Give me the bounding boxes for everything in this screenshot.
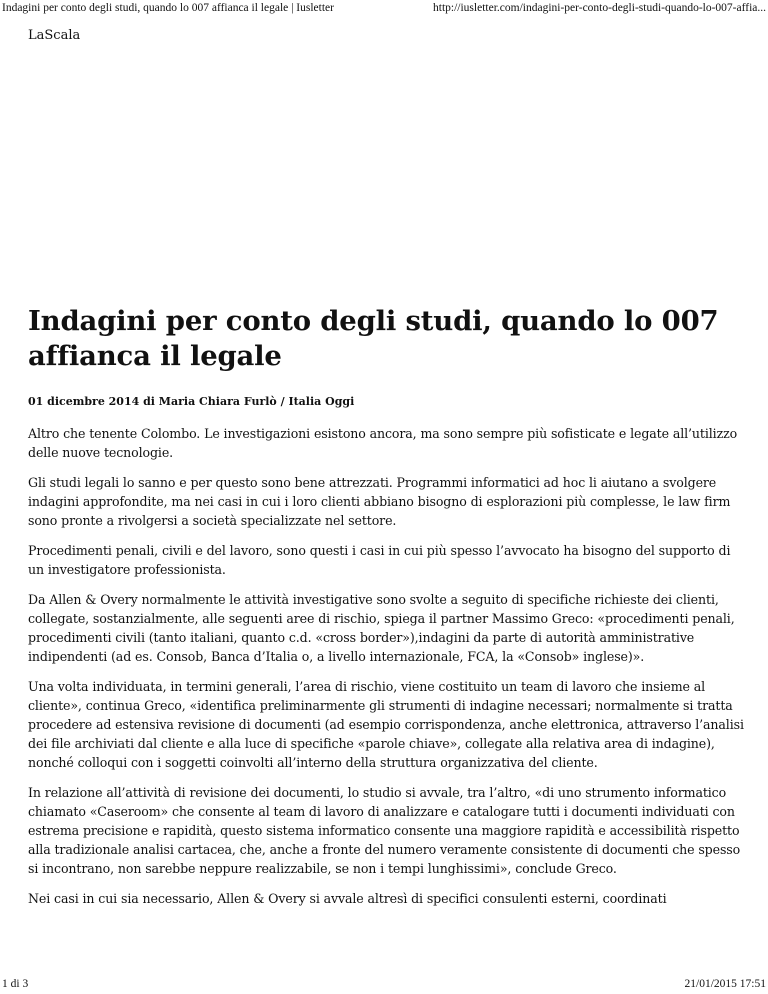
- article-title: Indagini per conto degli studi, quando lo 007 affianca il legale: [28, 305, 719, 372]
- print-header: [0, 2, 768, 18]
- article-paragraph: Gli studi legali lo sanno e per questo sono bene attrezzati. Programmi informatici ad hoc li aiutano a svolgere indagini approfondite, ma nei casi in cui i loro clienti abbiano bisogno di esplorazioni più complesse, le law firm sono pronte a rivolgersi a società specializzate nel settore.: [28, 475, 731, 528]
- print-timestamp: 21/01/2015 17:51: [684, 978, 766, 990]
- page-number: 1 di 3: [2, 978, 29, 990]
- print-header-page-title: Indagini per conto degli studi, quando lo 007 affianca il legale | Iusletter: [2, 2, 334, 14]
- article-body: [28, 424, 748, 908]
- article-paragraph: Procedimenti penali, civili e del lavoro, sono questi i casi in cui più spesso l’avvocato ha bisogno del supporto di un investigatore professionista.: [28, 543, 731, 577]
- print-footer: [0, 978, 768, 994]
- article-paragraph: Da Allen & Overy normalmente le attività investigative sono svolte a seguito di specifiche richieste dei clienti, collegate, sostanzialmente, alle seguenti aree di rischio, spiega il partner Massimo Greco: «procedimenti penali, procedimenti civili (tanto italiani, quanto c.d. «cross border»),indagini da parte di autorità amministrative indipendenti (ad es. Consob, Banca d’Italia o, a livello internazionale, FCA, la «Consob» inglese)».: [28, 592, 735, 664]
- article-paragraph: Una volta individuata, in termini generali, l’area di rischio, viene costituito un team di lavoro che insieme al cliente», continua Greco, «identifica preliminarmente gli strumenti di indagine necessari; normalmente si tratta procedere ad estensiva revisione di documenti (ad esempio corrispondenza, anche elettronica, attraverso l’analisi dei file archiviati dal cliente e alla luce di specifiche «parole chiave», collegate alla relativa area di indagine), nonché colloqui con i soggetti coinvolti all’interno della struttura organizzativa del cliente.: [28, 679, 744, 770]
- article-paragraph: In relazione all’attività di revisione dei documenti, lo studio si avvale, tra l’altro, «di uno strumento informatico chiamato «Caseroom» che consente al team di lavoro di analizzare e catalogare tutti i documenti individuati con estrema precisione e rapidità, questo sistema informatico consente una maggiore rapidità e accessibilità rispetto alla tradizionale analisi cartacea, che, anche a fronte del numero veramente consistente di documenti che spesso si incontrano, non sarebbe neppure realizzabile, se non i tempi lunghissimi», conclude Greco.: [28, 785, 741, 876]
- article-byline: 01 dicembre 2014 di Maria Chiara Furlò / Italia Oggi: [28, 395, 355, 408]
- article-paragraph: Nei casi in cui sia necessario, Allen & Overy si avvale altresì di specifici consulenti esterni, coordinati: [28, 891, 667, 906]
- article-paragraph: Altro che tenente Colombo. Le investigazioni esistono ancora, ma sono sempre più sofisticate e legate all’utilizzo delle nuove tecnologie.: [28, 426, 738, 460]
- print-header-url: http://iusletter.com/indagini-per-conto-degli-studi-quando-lo-007-affia...: [433, 2, 766, 14]
- article: [28, 304, 748, 919]
- site-name-link[interactable]: LaScala: [28, 28, 81, 43]
